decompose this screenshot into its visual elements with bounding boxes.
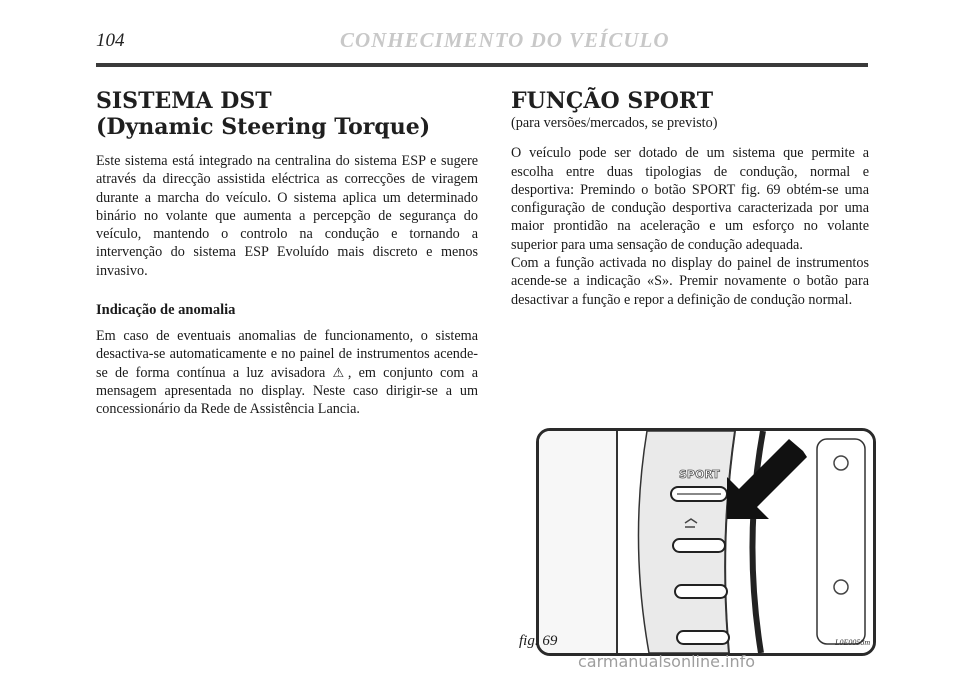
dst-paragraph-2 <box>96 327 478 418</box>
dst-paragraph-2-b: , em conjunto com a mensagem apresentada no display. Neste caso dirigir-se a um concessionário da Rede de Assistência Lancia. <box>96 364 478 418</box>
left-column <box>96 88 478 432</box>
fig-69-illustration <box>536 428 876 656</box>
sport-paragraph-1: O veículo pode ser dotado de um sistema que permite a escolha entre duas tipologias de condução, normal e desportiva: Premindo o botão SPORT fig. 69 obtém-se uma configuração de condução desportiva caracterizada por uma maior prontidão na aceleração e um esforço no volante superior para uma sensação de condução adequada. <box>511 145 869 253</box>
running-head: CONHECIMENTO DO VEÍCULO <box>340 28 670 52</box>
dst-title-line1: SISTEMA DST <box>96 88 272 114</box>
page-number: 104 <box>96 30 125 51</box>
fig-code: L0E0058m <box>835 638 871 647</box>
second-button <box>673 539 725 552</box>
sport-label: SPORT <box>679 468 720 481</box>
dst-title <box>96 88 478 140</box>
sport-button-drawing <box>539 431 873 653</box>
sport-title: FUNÇÃO SPORT <box>511 88 714 114</box>
dst-paragraph-2-a: Em caso de eventuais anomalias de funcionamento, o sistema desactiva-se automaticamente e no painel de instrumentos acende-se de forma contínua a luz avisadora <box>96 328 478 381</box>
dst-paragraph-1: Este sistema está integrado na centralina do sistema ESP e sugere através da direcção assistida eléctrica as correcções de viragem durante a marcha do veículo. O sistema aplica um determinado binário no volante que aumenta a percepção de segurança do veículo, mantendo o controlo na condução e tornando a intervenção do sistema ESP Evoluído mais discreto e menos invasivo. <box>96 153 478 279</box>
right-column <box>511 88 869 322</box>
warning-light-icon: ⚠ <box>332 364 348 380</box>
anomaly-subheading: Indicação de anomalia <box>96 302 236 319</box>
sport-note: (para versões/mercados, se previsto) <box>511 115 718 131</box>
fig-caption: fig. 69 <box>519 633 558 649</box>
sport-paragraph-2: Com a função activada no display do painel de instrumentos acende-se a indicação «S». Premir novamente o botão para desactivar a função e repor a definição de condução normal. <box>511 255 869 308</box>
fourth-button <box>677 631 729 644</box>
header-rule <box>96 63 868 67</box>
dst-title-line2: (Dynamic Steering Torque) <box>96 114 431 140</box>
left-shade <box>539 431 617 653</box>
watermark: carmanualsonline.info <box>578 652 756 671</box>
third-button <box>675 585 727 598</box>
